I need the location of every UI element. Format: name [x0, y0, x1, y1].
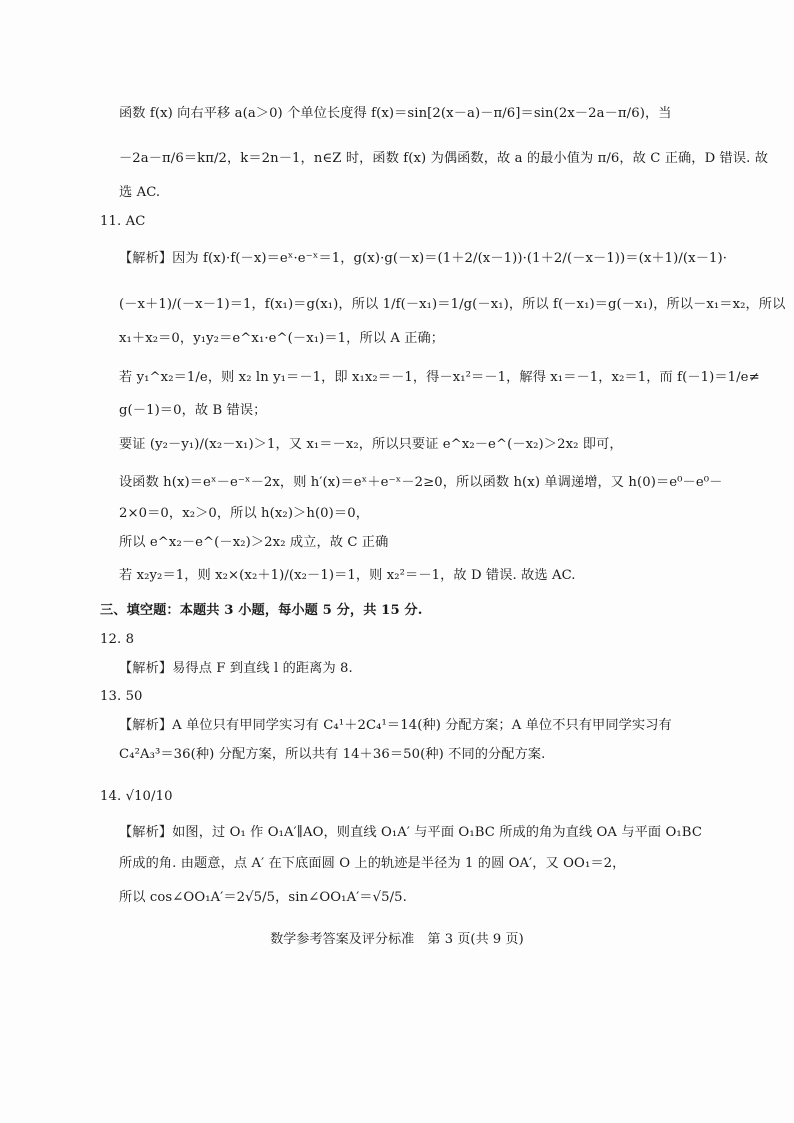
text-line-2: －2a－π/6＝kπ/2，k＝2n－1，n∈Z 时，函数 f(x) 为偶函数，故 a 的最小值为 π/6，故 C 正确，D 错误. 故 [119, 151, 768, 166]
text-line-22: 【解析】如图，过 O₁ 作 O₁A′∥AO，则直线 O₁A′ 与平面 O₁BC 所成的角为直线 OA 与平面 O₁BC [119, 825, 703, 840]
text-line-5: 【解析】因为 f(x)·f(－x)＝eˣ·e⁻ˣ＝1，g(x)·g(－x)＝(1＋2/(x－1))·(1＋2/(－x－1))＝(x＋1)/(x－1)· [119, 251, 728, 266]
answer-13: 13. 50 [100, 689, 143, 704]
text-line-20: C₄²A₃³＝36(种) 分配方案，所以共有 14＋36＝50(种) 不同的分配方案. [119, 747, 546, 762]
text-line-13: 所以 e^x₂－e^(－x₂)＞2x₂ 成立，故 C 正确 [119, 535, 389, 550]
text-line-3: 选 AC. [119, 185, 161, 200]
text-line-17: 【解析】易得点 F 到直线 l 的距离为 8. [119, 661, 353, 676]
text-line-23: 所成的角. 由题意，点 A′ 在下底面圆 O 上的轨迹是半径为 1 的圆 OA′，又 OO₁＝2， [119, 856, 626, 871]
text-line-6: (－x＋1)/(－x－1)＝1，f(x₁)＝g(x₁)，所以 1/f(－x₁)＝1/g(－x₁)，所以 f(－x₁)＝g(－x₁)，所以－x₁＝x₂，所以 [119, 297, 786, 312]
text-line-14: 若 x₂y₂＝1，则 x₂×(x₂＋1)/(x₂－1)＝1，则 x₂²＝－1，故 D 错误. 故选 AC. [119, 568, 576, 583]
section-heading: 三、填空题：本题共 3 小题，每小题 5 分，共 15 分. [100, 603, 423, 618]
text-line-12: 2×0＝0，x₂＞0，所以 h(x₂)＞h(0)＝0， [119, 506, 369, 521]
answer-14: 14. √10/10 [100, 789, 173, 804]
text-line-19: 【解析】A 单位只有甲同学实习有 C₄¹＋2C₄¹＝14(种) 分配方案；A 单位不只有甲同学实习有 [119, 718, 672, 733]
page-footer: 数学参考答案及评分标准 第 3 页(共 9 页) [270, 932, 524, 947]
text-line-8: 若 y₁^x₂＝1/e，则 x₂ ln y₁＝－1，即 x₁x₂＝－1，得－x₁²＝－1，解得 x₁＝－1，x₂＝1，而 f(－1)＝1/e≠ [119, 370, 760, 385]
text-line-1: 函数 f(x) 向右平移 a(a＞0) 个单位长度得 f(x)＝sin[2(x－a)－π/6]＝sin(2x－2a－π/6)，当 [119, 106, 672, 121]
text-line-11: 设函数 h(x)＝eˣ－e⁻ˣ－2x，则 h′(x)＝eˣ＋e⁻ˣ－2≥0，所以函数 h(x) 单调递增，又 h(0)＝e⁰－e⁰－ [119, 475, 723, 490]
text-line-9: g(－1)＝0，故 B 错误； [119, 403, 267, 418]
answer-12: 12. 8 [100, 632, 135, 647]
answer-11: 11. AC [100, 214, 146, 229]
text-line-10: 要证 (y₂－y₁)/(x₂－x₁)＞1，又 x₁＝－x₂，所以只要证 e^x₂－e^(－x₂)＞2x₂ 即可， [119, 437, 623, 452]
text-line-24: 所以 cos∠OO₁A′＝2√5/5，sin∠OO₁A′＝√5/5. [119, 890, 407, 905]
text-line-7: x₁＋x₂＝0，y₁y₂＝e^x₁·e^(－x₁)＝1，所以 A 正确； [119, 331, 445, 346]
